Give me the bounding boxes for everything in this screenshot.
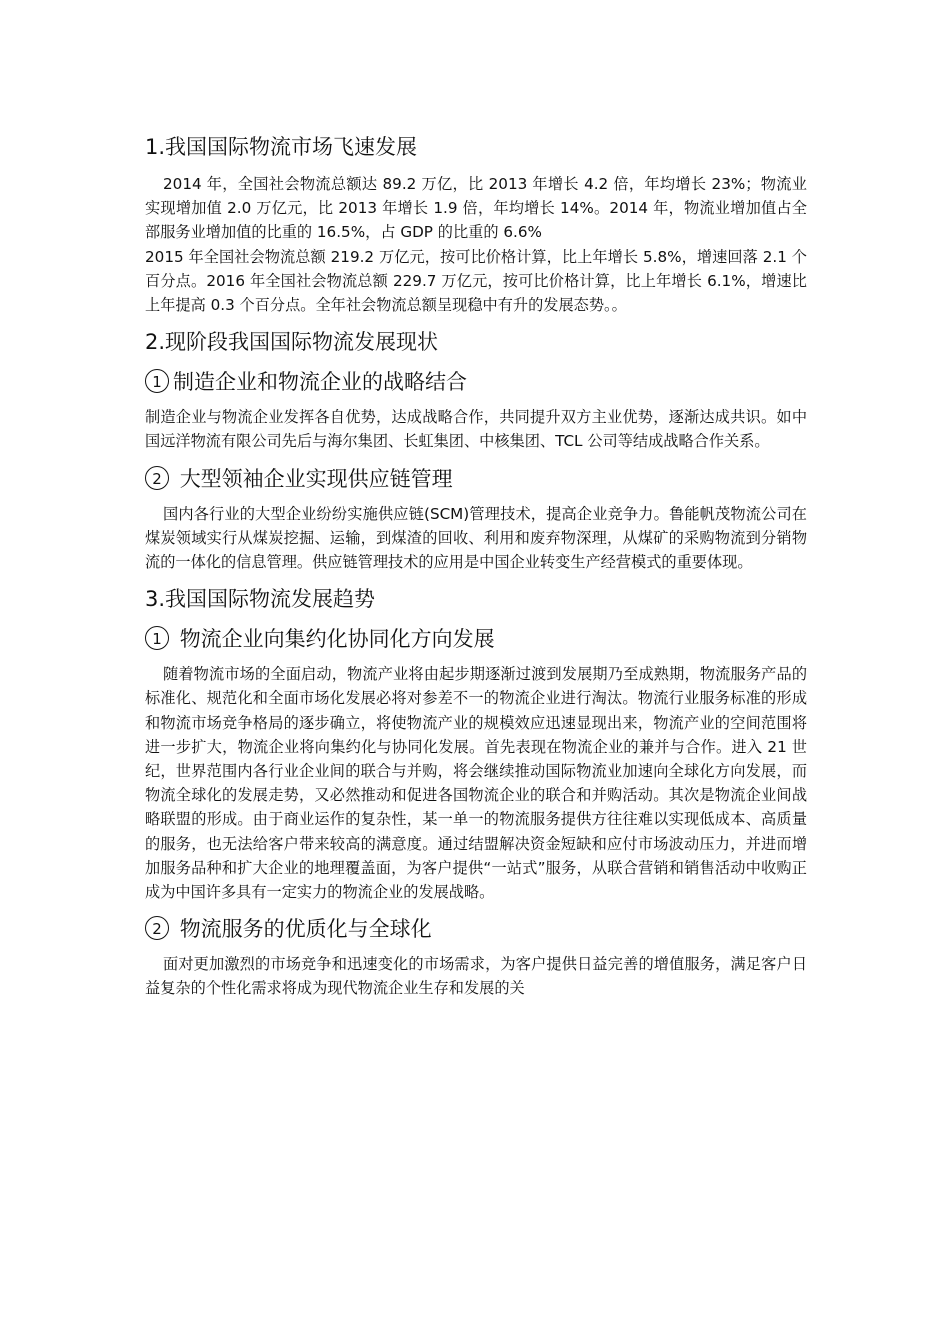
section-3-heading: 3.我国国际物流发展趋势 xyxy=(145,587,376,612)
circled-number-2: 2 xyxy=(145,466,169,490)
section-2-sub-1-paragraph: 制造企业与物流企业发挥各自优势，达成战略合作，共同提升双方主业优势，逐渐达成共识。如中国远洋物流有限公司先后与海尔集团、长虹集团、中核集团、TCL 公司等结成战略合作关系。 xyxy=(145,408,807,451)
section-1-paragraph-2: 2015 年全国社会物流总额 219.2 万亿元，按可比价格计算，比上年增长 5.8%，增速回落 2.1 个百分点。2016 年全国社会物流总额 229.7 万亿元，按可比价格计算，比上年增长 6.1%，增速比上年提高 0.3 个百分点。全年社会物流总额呈现稳中有升的发展态势。。 xyxy=(145,247,807,315)
document-page xyxy=(145,132,807,1011)
section-3-sub-1-title: 物流企业向集约化协同化方向发展 xyxy=(179,627,495,652)
section-3-sub-1-paragraph: 随着物流市场的全面启动，物流产业将由起步期逐渐过渡到发展期乃至成熟期，物流服务产品的标准化、规范化和全面市场化发展必将对参差不一的物流企业进行淘汰。物流行业服务标准的形成和物流市场竞争格局的逐步确立，将使物流产业的规模效应迅速显现出来，物流产业的空间范围将进一步扩大，物流企业将向集约化与协同化发展。首先表现在物流企业的兼并与合作。进入 21 世纪，世界范围内各行业企业间的联合与并购，将会继续推动国际物流业加速向全球化方向发展，而物流全球化的发展走势，又必然推动和促进各国物流企业的联合和并购活动。其次是物流企业间战略联盟的形成。由于商业运作的复杂性，某一单一的物流服务提供方往往难以实现低成本、高质量的服务，也无法给客户带来较高的满意度。通过结盟解决资金短缺和应付市场波动压力，并进而增加服务品种和扩大企业的地理覆盖面，为客户提供“一站式”服务，从联合营销和销售活动中收购正成为中国许多具有一定实力的物流企业的发展战略。 xyxy=(145,665,807,902)
section-2-sub-1-heading xyxy=(145,367,807,397)
section-3-sub-2-paragraph: 面对更加激烈的市场竞争和迅速变化的市场需求，为客户提供日益完善的增值服务，满足客户日益复杂的个性化需求将成为现代物流企业生存和发展的关 xyxy=(145,955,807,998)
section-2-sub-2-heading xyxy=(145,464,807,494)
section-2-sub-2-title: 大型领袖企业实现供应链管理 xyxy=(179,466,453,491)
section-1-paragraph-1: 2014 年，全国社会物流总额达 89.2 万亿，比 2013 年增长 4.2 倍，年均增长 23%；物流业实现增加值 2.0 万亿元，比 2013 年增长 1.9 倍，年均增长 14%。2014 年，物流业增加值占全部服务业增加值的比重的 16.5%，占 GDP 的比重的 6.6% xyxy=(145,175,807,242)
section-2-sub-2-paragraph: 国内各行业的大型企业纷纷实施供应链(SCM)管理技术，提高企业竞争力。鲁能帆茂物流公司在煤炭领域实行从煤炭挖掘、运输，到煤渣的回收、利用和废弃物深理，从煤矿的采购物流到分销物流的一体化的信息管理。供应链管理技术的应用是中国企业转变生产经营模式的重要体现。 xyxy=(145,504,807,572)
section-3-sub-1-heading xyxy=(145,624,807,654)
circled-number-1: 1 xyxy=(145,626,169,650)
circled-number-2: 2 xyxy=(145,916,169,940)
section-3-sub-2-heading xyxy=(145,914,807,944)
section-2-sub-1-title: 制造企业和物流企业的战略结合 xyxy=(173,370,467,395)
circled-number-1: 1 xyxy=(145,369,169,393)
section-3-sub-2-title: 物流服务的优质化与全球化 xyxy=(179,917,432,942)
section-1-heading: 1.我国国际物流市场飞速发展 xyxy=(145,135,418,159)
section-2-heading: 2.现阶段我国国际物流发展现状 xyxy=(145,330,439,355)
